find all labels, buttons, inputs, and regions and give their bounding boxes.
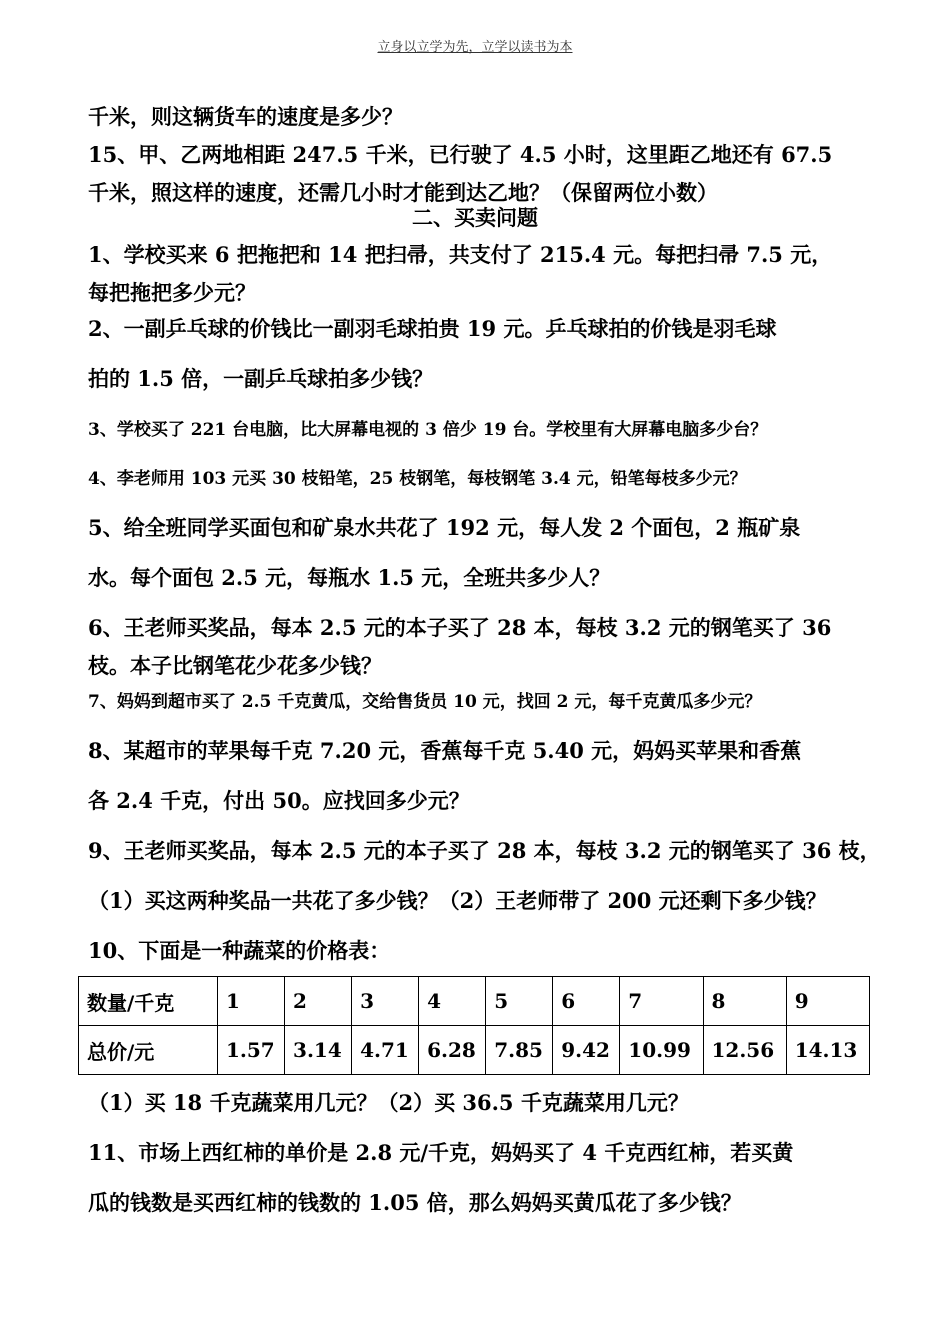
problem-9-line-1: 9、王老师买奖品，每本 2.5 元的本子买了 28 本，每枝 3.2 元的钢笔买了 36 枝， xyxy=(88,838,881,863)
problem-11-line-1: 11、市场上西红柿的单价是 2.8 元/千克，妈妈买了 4 千克西红柿，若买黄 xyxy=(88,1140,794,1165)
table-cell: 2 xyxy=(285,977,352,1026)
table-cell: 7 xyxy=(620,977,703,1026)
table-cell: 5 xyxy=(486,977,553,1026)
table-cell: 12.56 xyxy=(703,1026,786,1075)
problem-8-line-2: 各 2.4 千克，付出 50。应找回多少元？ xyxy=(88,788,470,813)
table-row-quantity xyxy=(79,977,870,1026)
problem-6-line-1: 6、王老师买奖品，每本 2.5 元的本子买了 28 本，每枝 3.2 元的钢笔买了 36 xyxy=(88,615,832,640)
problem-15-line-1: 15、甲、乙两地相距 247.5 千米，已行驶了 4.5 小时，这里距乙地还有 67.5 xyxy=(88,142,833,167)
table-cell: 1 xyxy=(218,977,285,1026)
table-cell: 3.14 xyxy=(285,1026,352,1075)
table-cell: 14.13 xyxy=(786,1026,869,1075)
problem-8-line-1: 8、某超市的苹果每千克 7.20 元，香蕉每千克 5.40 元，妈妈买苹果和香蕉 xyxy=(88,738,802,763)
table-cell: 4 xyxy=(419,977,486,1026)
section-heading: 二、买卖问题 xyxy=(412,205,538,230)
table-cell: 1.57 xyxy=(218,1026,285,1075)
problem-1-line-1: 1、学校买来 6 把拖把和 14 把扫帚，共支付了 215.4 元。每把扫帚 7.5 元， xyxy=(88,242,833,267)
table-cell: 4.71 xyxy=(352,1026,419,1075)
table-cell: 6 xyxy=(553,977,620,1026)
problem-11-line-2: 瓜的钱数是买西红柿的钱数的 1.05 倍，那么妈妈买黄瓜花了多少钱？ xyxy=(88,1190,742,1215)
table-cell: 8 xyxy=(703,977,786,1026)
text-line: 千米，则这辆货车的速度是多少？ xyxy=(88,104,403,129)
problem-3: 3、学校买了 221 台电脑，比大屏幕电视的 3 倍少 19 台。学校里有大屏幕电脑多少台？ xyxy=(88,420,768,440)
table-cell: 9 xyxy=(786,977,869,1026)
problem-4: 4、李老师用 103 元买 30 枝铅笔，25 枝钢笔，每枝钢笔 3.4 元，铅笔每枝多少元？ xyxy=(88,469,747,489)
problem-9-line-2: （1）买这两种奖品一共花了多少钱？（2）王老师带了 200 元还剩下多少钱？ xyxy=(88,888,827,913)
problem-15-line-2: 千米，照这样的速度，还需几小时才能到达乙地？（保留两位小数） xyxy=(88,180,718,205)
table-row-price xyxy=(79,1026,870,1075)
problem-10-intro: 10、下面是一种蔬菜的价格表： xyxy=(88,938,391,963)
problem-10-questions: （1）买 18 千克蔬菜用几元？（2）买 36.5 千克蔬菜用几元？ xyxy=(88,1090,689,1115)
table-row-label: 数量/千克 xyxy=(79,977,218,1026)
table-cell: 10.99 xyxy=(620,1026,703,1075)
problem-2-line-1: 2、一副乒乓球的价钱比一副羽毛球拍贵 19 元。乒乓球拍的价钱是羽毛球 xyxy=(88,316,777,341)
problem-6-line-2: 枝。本子比钢笔花少花多少钱？ xyxy=(88,653,382,678)
table-cell: 9.42 xyxy=(553,1026,620,1075)
problem-7: 7、妈妈到超市买了 2.5 千克黄瓜，交给售货员 10 元，找回 2 元，每千克黄瓜多少元？ xyxy=(88,692,762,712)
table-cell: 7.85 xyxy=(486,1026,553,1075)
table-row-label: 总价/元 xyxy=(79,1026,218,1075)
table-cell: 6.28 xyxy=(419,1026,486,1075)
problem-5-line-2: 水。每个面包 2.5 元，每瓶水 1.5 元，全班共多少人？ xyxy=(88,565,611,590)
table-cell: 3 xyxy=(352,977,419,1026)
problem-1-line-2: 每把拖把多少元？ xyxy=(88,280,256,305)
problem-2-line-2: 拍的 1.5 倍，一副乒乓球拍多少钱？ xyxy=(88,366,434,391)
problem-5-line-1: 5、给全班同学买面包和矿泉水共花了 192 元，每人发 2 个面包，2 瓶矿泉 xyxy=(88,515,801,540)
page-header-motto: 立身以立学为先，立学以读书为本 xyxy=(377,40,573,55)
vegetable-price-table xyxy=(78,976,870,1075)
